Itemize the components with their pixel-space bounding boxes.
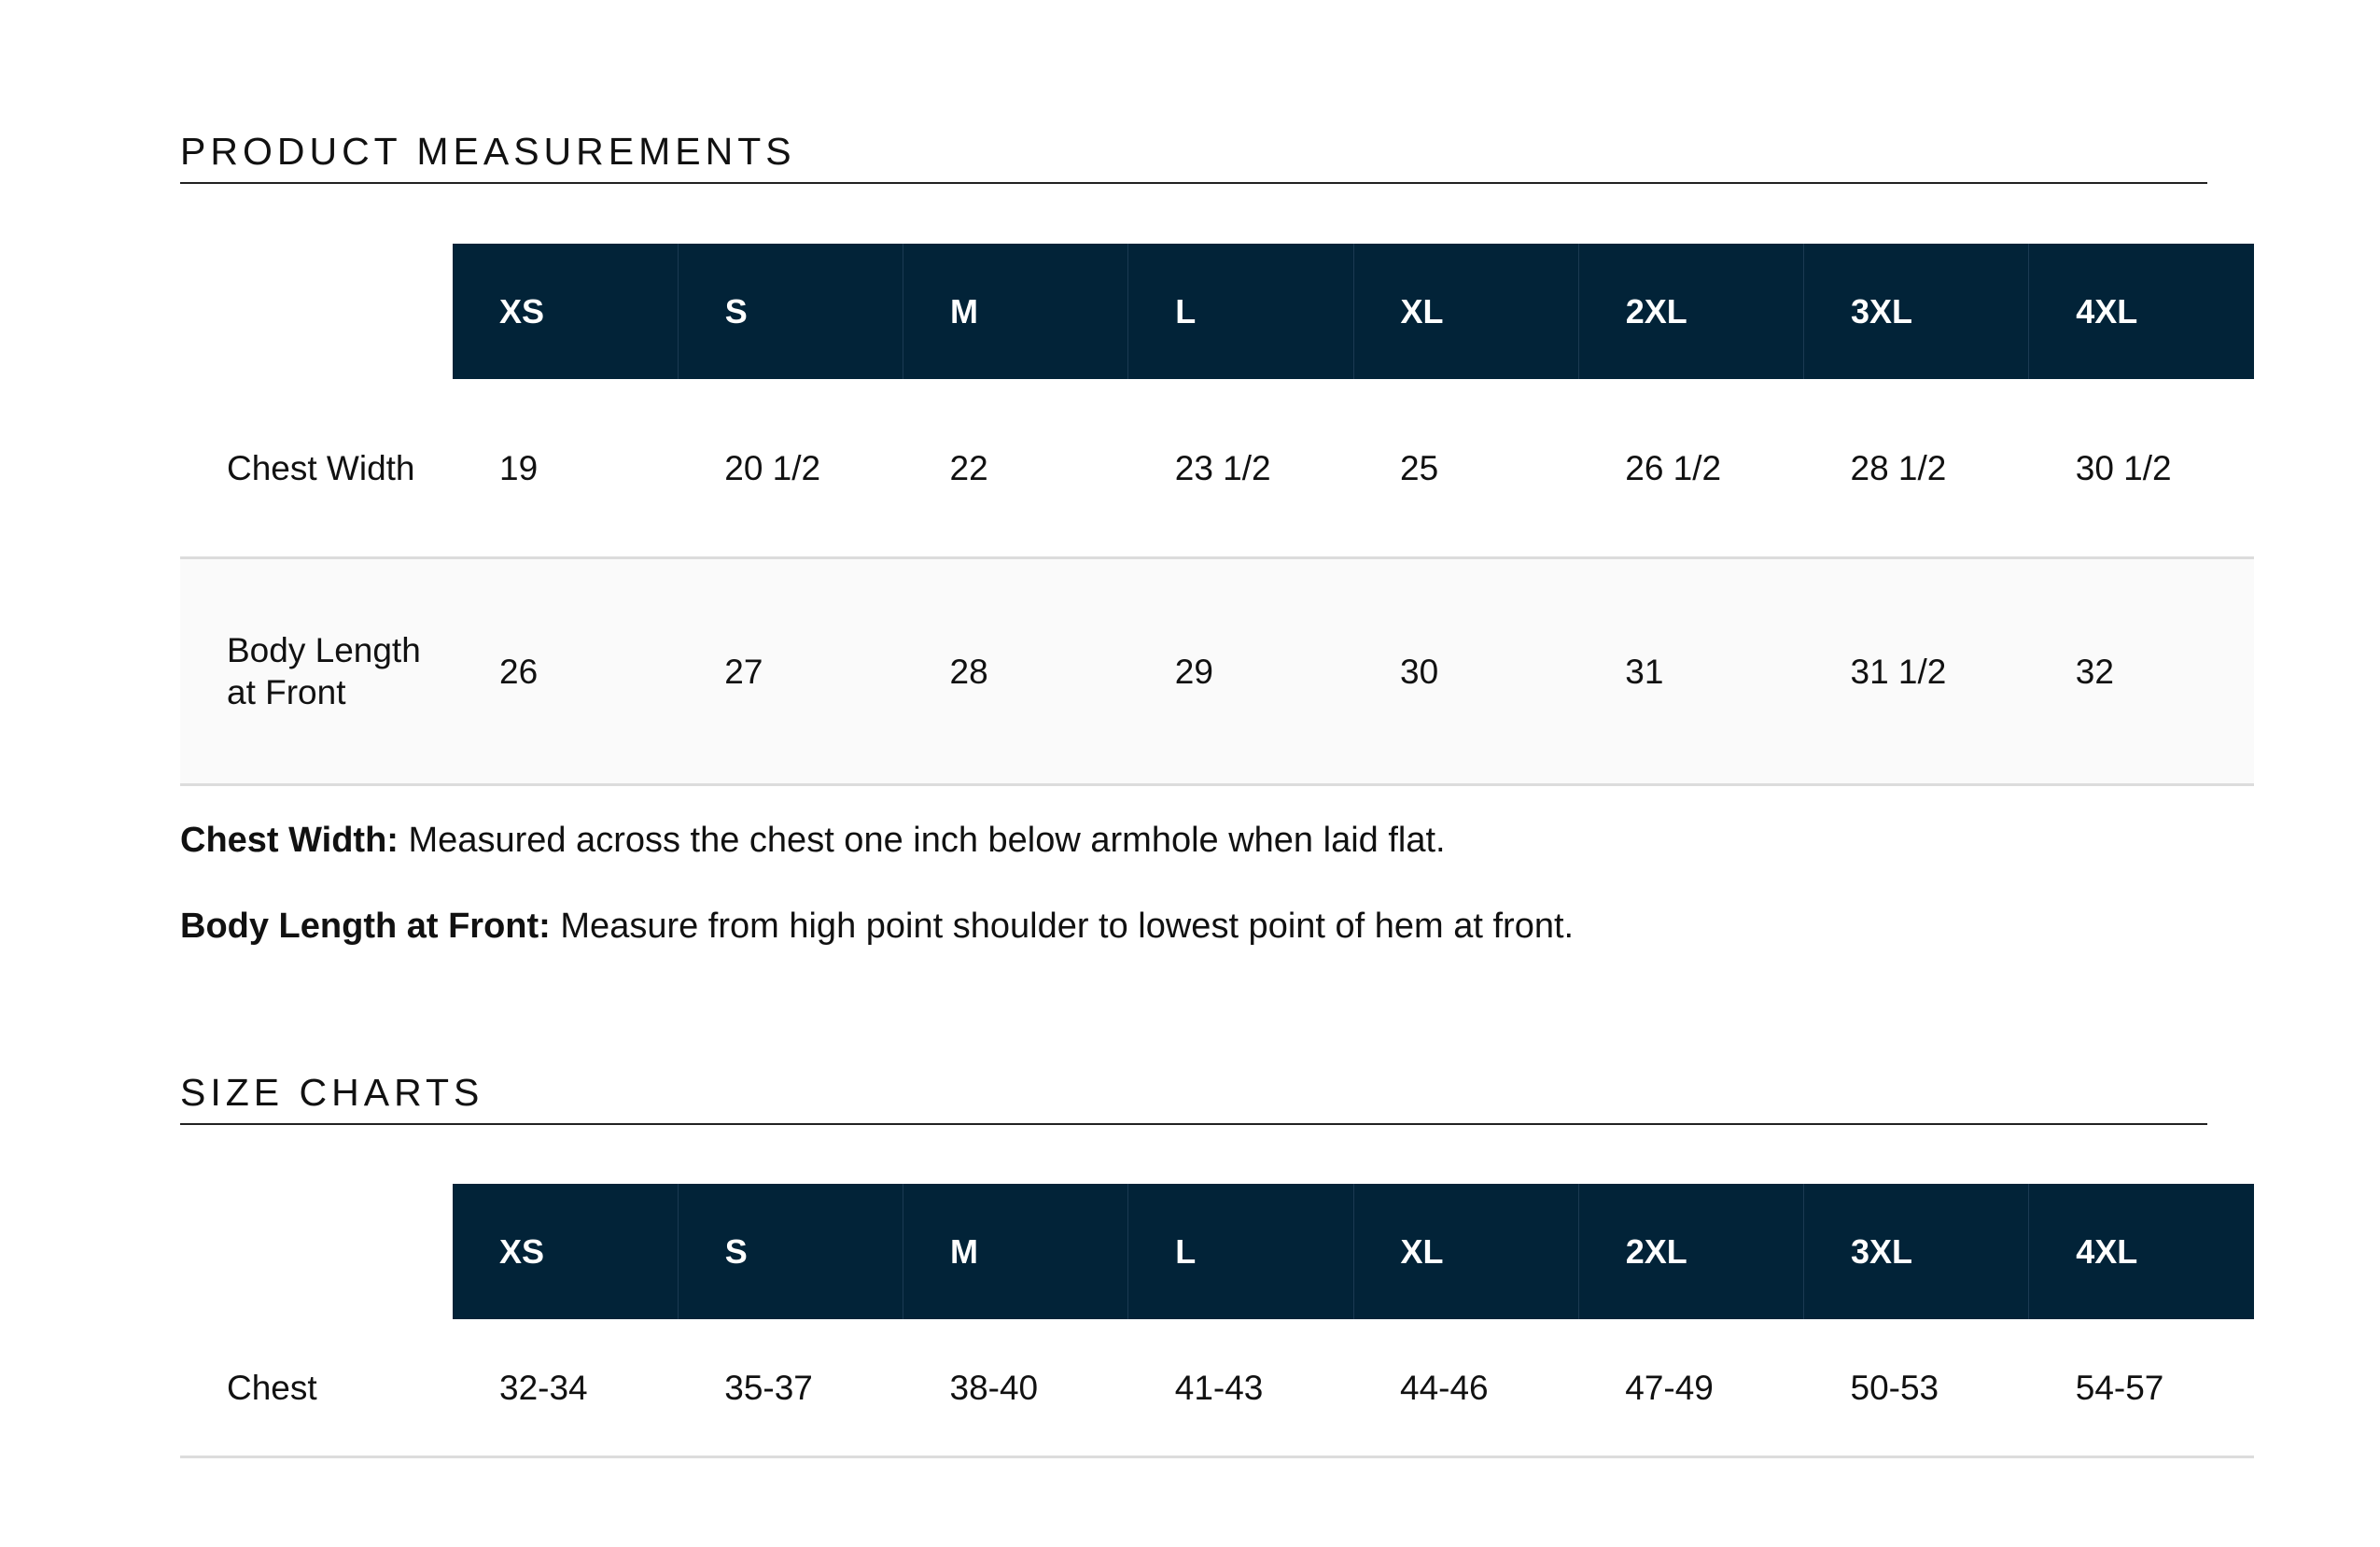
size-header-m: M — [903, 1184, 1128, 1319]
size-header-l: L — [1128, 1184, 1353, 1319]
size-header-3xl: 3XL — [1804, 1184, 2029, 1319]
note-term: Chest Width: — [180, 821, 399, 860]
table-cell: 32-34 — [453, 1319, 678, 1457]
table-cell: 28 — [903, 558, 1128, 785]
product-measurements-heading: PRODUCT MEASUREMENTS — [180, 131, 2207, 184]
table-cell: 38-40 — [903, 1319, 1128, 1457]
table-cell: 29 — [1128, 558, 1353, 785]
note-chest-width — [180, 820, 1446, 863]
size-charts-heading: SIZE CHARTS — [180, 1072, 2207, 1125]
table-cell: 30 1/2 — [2029, 379, 2254, 558]
table-header-row — [180, 244, 2254, 379]
size-header-xl: XL — [1353, 1184, 1578, 1319]
table-cell: 25 — [1353, 379, 1578, 558]
size-header-4xl: 4XL — [2029, 244, 2254, 379]
note-text: Measure from high point shoulder to lowest point of hem at front. — [550, 907, 1575, 946]
table-cell: 31 — [1578, 558, 1803, 785]
size-header-xl: XL — [1353, 244, 1578, 379]
size-header-xs: XS — [453, 1184, 678, 1319]
size-header-l: L — [1128, 244, 1353, 379]
table-cell: 50-53 — [1804, 1319, 2029, 1457]
table-cell: 32 — [2029, 558, 2254, 785]
header-corner-cell — [180, 1184, 453, 1319]
row-label-chest: Chest — [180, 1319, 453, 1457]
table-cell: 31 1/2 — [1804, 558, 2029, 785]
table-cell: 19 — [453, 379, 678, 558]
table-cell: 30 — [1353, 558, 1578, 785]
table-header-row — [180, 1184, 2254, 1319]
size-header-2xl: 2XL — [1578, 244, 1803, 379]
row-label-body-length: Body Length at Front — [180, 558, 453, 785]
table-row-body-length — [180, 558, 2254, 785]
table-row-chest-width — [180, 379, 2254, 558]
table-cell: 22 — [903, 379, 1128, 558]
size-header-2xl: 2XL — [1578, 1184, 1803, 1319]
table-cell: 28 1/2 — [1804, 379, 2029, 558]
size-header-4xl: 4XL — [2029, 1184, 2254, 1319]
size-header-s: S — [678, 244, 903, 379]
table-cell: 26 1/2 — [1578, 379, 1803, 558]
note-text: Measured across the chest one inch below armhole when laid flat. — [398, 821, 1446, 860]
table-cell: 47-49 — [1578, 1319, 1803, 1457]
table-cell: 27 — [678, 558, 903, 785]
table-cell: 35-37 — [678, 1319, 903, 1457]
size-header-m: M — [903, 244, 1128, 379]
size-header-s: S — [678, 1184, 903, 1319]
size-header-3xl: 3XL — [1804, 244, 2029, 379]
note-term: Body Length at Front: — [180, 907, 551, 946]
row-label-chest-width: Chest Width — [180, 379, 453, 558]
size-charts-table — [180, 1184, 2254, 1458]
table-row-chest — [180, 1319, 2254, 1457]
size-header-xs: XS — [453, 244, 678, 379]
table-cell: 26 — [453, 558, 678, 785]
note-body-length — [180, 906, 1574, 949]
table-cell: 44-46 — [1353, 1319, 1578, 1457]
table-cell: 20 1/2 — [678, 379, 903, 558]
table-cell: 54-57 — [2029, 1319, 2254, 1457]
header-corner-cell — [180, 244, 453, 379]
product-measurements-table — [180, 244, 2254, 786]
table-cell: 23 1/2 — [1128, 379, 1353, 558]
table-cell: 41-43 — [1128, 1319, 1353, 1457]
